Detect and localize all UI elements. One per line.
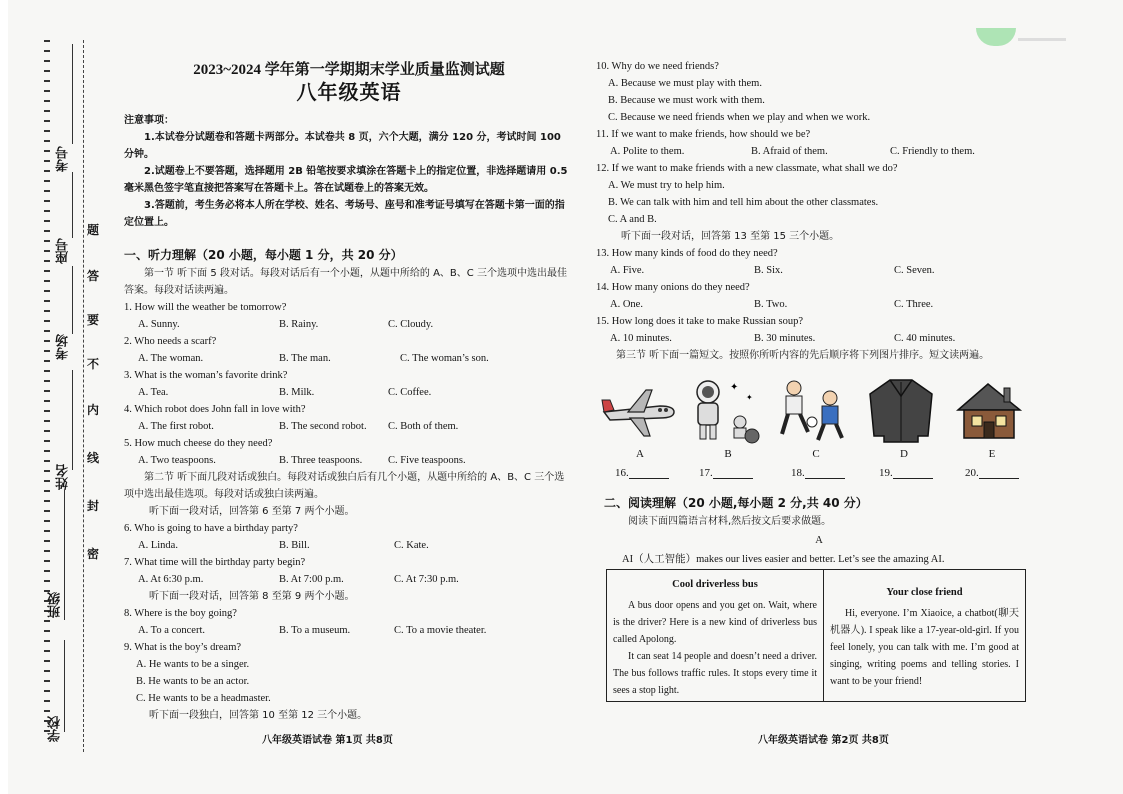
answer-option[interactable]: C. Kate. xyxy=(394,540,429,551)
answer-option[interactable]: B. Because we must work with them. xyxy=(608,95,765,106)
question-stem: 15. How long does it take to make Russian soup? xyxy=(596,316,804,327)
section-2-instructions: 阅读下面四篇语言材料,然后按文后要求做题。 xyxy=(628,516,832,527)
binding-tick-mark xyxy=(44,320,50,322)
binding-tick-mark xyxy=(44,560,50,562)
binding-tick-mark xyxy=(44,330,50,332)
binding-tick-mark xyxy=(44,640,50,642)
binding-tick-mark xyxy=(44,200,50,202)
seal-char: 线 xyxy=(87,451,100,465)
page-2-footer: 八年级英语试卷 第2页 共8页 xyxy=(758,735,889,746)
binding-tick-mark xyxy=(44,110,50,112)
question-stem: 13. How many kinds of food do they need? xyxy=(596,248,778,259)
binding-tick-mark xyxy=(44,130,50,132)
binding-strip xyxy=(44,40,108,752)
notice-item: 3.答题前，考生务必将本人所在学校、姓名、考场号、座号和准考证号填写在答题卡第一面的指定位置上。 xyxy=(124,200,565,228)
notice-heading: 注意事项： xyxy=(124,115,174,126)
answer-option[interactable]: C. He wants to be a headmaster. xyxy=(136,693,271,704)
question-stem: 7. What time will the birthday party begin? xyxy=(124,557,306,568)
passage-label: A xyxy=(815,535,823,546)
binding-tick-mark xyxy=(44,250,50,252)
picture-label: B xyxy=(724,448,732,460)
binding-tick-mark xyxy=(44,150,50,152)
binding-tick-mark xyxy=(44,300,50,302)
binding-tick-mark xyxy=(44,490,50,492)
seal-char: 题 xyxy=(87,223,100,237)
answer-option[interactable]: C. Because we need friends when we play and when we work. xyxy=(608,112,871,123)
seal-char: 内 xyxy=(87,403,100,417)
blank-number: 20. xyxy=(965,467,979,479)
question-stem: 4. Which robot does John fall in love with? xyxy=(124,404,306,415)
ai-info-table xyxy=(606,569,1026,702)
passage-intro: AI（人工智能）makes our lives easier and better. Let’s see the amazing AI. xyxy=(622,554,945,565)
answer-option[interactable]: B. At 7:00 p.m. xyxy=(279,574,344,585)
binding-tick-mark xyxy=(44,650,50,652)
binding-tick-mark xyxy=(44,570,50,572)
binding-tick-mark xyxy=(44,290,50,292)
answer-option[interactable]: A. The woman. xyxy=(138,353,204,364)
answer-option[interactable]: A. At 6:30 p.m. xyxy=(138,574,204,585)
picture-row xyxy=(600,376,1030,466)
answer-option[interactable]: B. The second robot. xyxy=(279,421,367,432)
binding-tick-mark xyxy=(44,100,50,102)
binding-tick-mark xyxy=(44,70,50,72)
answer-option[interactable]: C. At 7:30 p.m. xyxy=(394,574,459,585)
svg-text:✦: ✦ xyxy=(730,382,739,393)
binding-tick-mark xyxy=(44,510,50,512)
exam-room-field-line[interactable] xyxy=(72,266,73,334)
answer-option[interactable]: A. The first robot. xyxy=(138,421,214,432)
answer-option[interactable]: B. Six. xyxy=(754,265,783,276)
name-field-line[interactable] xyxy=(72,370,73,470)
question-stem: 9. What is the boy’s dream? xyxy=(124,642,242,653)
exam-room-field-label: 考场 xyxy=(55,334,70,360)
answer-option[interactable]: C. Friendly to them. xyxy=(890,146,975,157)
answer-option[interactable]: C. Cloudy. xyxy=(388,319,434,330)
class-field-label: 班级 xyxy=(47,592,62,618)
question-stem: 8. Where is the boy going? xyxy=(124,608,237,619)
questions-10-12 xyxy=(596,58,1036,228)
binding-tick-marks xyxy=(44,40,50,752)
answer-option[interactable]: C. 40 minutes. xyxy=(894,333,956,344)
exam-title: 2023~2024 学年第一学期期末学业质量监测试题 xyxy=(193,62,505,78)
answer-option[interactable]: B. Rainy. xyxy=(279,319,319,330)
picture-label: A xyxy=(636,448,644,460)
blank-number: 18. xyxy=(791,467,805,479)
question-stem: 12. If we want to make friends with a new classmate, what shall we do? xyxy=(596,163,898,174)
answer-option[interactable]: A. Sunny. xyxy=(138,319,180,330)
driverless-bus-p2: It can seat 14 people and doesn’t need a driver. The bus follows traffic rules. It stops every time it sees a stop light. xyxy=(613,651,817,696)
binding-tick-mark xyxy=(44,680,50,682)
option-row xyxy=(124,418,574,435)
answer-option[interactable]: A. Tea. xyxy=(138,387,169,398)
sub-instruction-8-9: 听下面一段对话，回答第 8 至第 9 两个小题。 xyxy=(149,591,355,602)
corner-tape xyxy=(1018,38,1066,41)
binding-tick-mark xyxy=(44,700,50,702)
notice-item: 2.试题卷上不要答题，选择题用 2B 铅笔按要求填涂在答题卡上的指定位置，非选择题请用 0.5 毫米黑色签字笔直接把答案写在答题卡上。答在试题卷上的答案无效。 xyxy=(124,166,568,194)
binding-tick-mark xyxy=(44,240,50,242)
answer-option[interactable]: A. 10 minutes. xyxy=(610,333,672,344)
question-stem: 11. If we want to make friends, how should we be? xyxy=(596,129,811,140)
section-2-header xyxy=(604,493,1034,568)
seal-char: 封 xyxy=(87,499,100,513)
question-stem: 5. How much cheese do they need? xyxy=(124,438,273,449)
page-2-column xyxy=(596,58,1036,364)
picture-label: C xyxy=(812,448,820,460)
answer-option[interactable]: C. Five teaspoons. xyxy=(388,455,466,466)
answer-blanks-16-20 xyxy=(615,466,1035,484)
answer-option[interactable]: C. The woman’s son. xyxy=(400,353,489,364)
binding-tick-mark xyxy=(44,260,50,262)
chatbot-title: Your close friend xyxy=(886,587,963,598)
answer-option[interactable]: B. Bill. xyxy=(279,540,310,551)
answer-option[interactable]: C. A and B. xyxy=(608,214,657,225)
questions-8-9 xyxy=(124,605,574,707)
driverless-bus-cell xyxy=(607,570,823,701)
page-1-footer: 八年级英语试卷 第1页 共8页 xyxy=(262,735,393,746)
question-stem: 10. Why do we need friends? xyxy=(596,61,719,72)
binding-tick-mark xyxy=(44,350,50,352)
part-3-instructions: 第三节 听下面一篇短文。按照你所听内容的先后顺序将下列图片排序。短文读两遍。 xyxy=(616,350,990,361)
coat-icon xyxy=(862,376,940,446)
answer-option[interactable]: A. Because we must play with them. xyxy=(608,78,762,89)
sub-instruction-13-15: 听下面一段对话，回答第 13 至第 15 三个小题。 xyxy=(621,231,840,242)
binding-tick-mark xyxy=(44,280,50,282)
option-row xyxy=(124,452,574,469)
school-field-line[interactable] xyxy=(64,640,65,732)
answer-option[interactable]: B. Afraid of them. xyxy=(751,146,828,157)
school-field-label: 学校 xyxy=(47,716,62,742)
binding-tick-mark xyxy=(44,90,50,92)
answer-option[interactable]: C. Seven. xyxy=(894,265,935,276)
answer-option[interactable]: A. Polite to them. xyxy=(610,146,685,157)
seal-char: 要 xyxy=(87,313,100,327)
part-2-instructions: 第二节 听下面几段对话或独白。每段对话或独白后有几个小题，从题中所给的 A、B、C 三个选项中选出最佳选项。每段对话或独白读两遍。 xyxy=(124,472,565,500)
answer-option[interactable]: C. Coffee. xyxy=(388,387,432,398)
seal-char: 答 xyxy=(87,269,100,283)
questions-1-5 xyxy=(124,299,574,469)
picture-label: D xyxy=(900,448,908,460)
answer-option[interactable]: A. One. xyxy=(610,299,643,310)
part-1-instructions: 第一节 听下面 5 段对话。每段对话后有一个小题，从题中所给的 A、B、C 三个选项中选出最佳答案。每段对话读两遍。 xyxy=(124,268,567,296)
binding-tick-mark xyxy=(44,400,50,402)
answer-blank-18[interactable] xyxy=(791,466,845,479)
option-row xyxy=(124,537,574,554)
binding-tick-mark xyxy=(44,390,50,392)
chatbot-cell xyxy=(824,570,1025,701)
option-row xyxy=(124,316,574,333)
binding-tick-mark xyxy=(44,40,50,42)
answer-option[interactable]: C. Both of them. xyxy=(388,421,459,432)
answer-option[interactable]: B. Milk. xyxy=(279,387,315,398)
answer-option[interactable]: C. To a movie theater. xyxy=(394,625,487,636)
house-icon xyxy=(950,376,1028,446)
blank-number: 19. xyxy=(879,467,893,479)
binding-tick-mark xyxy=(44,450,50,452)
picture-label: E xyxy=(988,448,996,460)
driverless-bus-p1: A bus door opens and you get on. Wait, where is the driver? Here is a new kind of driverless bus called Apolong. xyxy=(613,600,817,645)
binding-tick-mark xyxy=(44,660,50,662)
binding-tick-mark xyxy=(44,230,50,232)
questions-13-15 xyxy=(596,245,1036,347)
binding-tick-mark xyxy=(44,550,50,552)
answer-option[interactable]: B. The man. xyxy=(279,353,331,364)
exam-number-field-label: 考号 xyxy=(55,146,70,172)
answer-option[interactable]: A. Linda. xyxy=(138,540,178,551)
binding-tick-mark xyxy=(44,470,50,472)
question-stem: 1. How will the weather be tomorrow? xyxy=(124,302,287,313)
answer-blank-17[interactable] xyxy=(699,466,753,479)
answer-blank-19[interactable] xyxy=(879,466,933,479)
binding-tick-mark xyxy=(44,120,50,122)
binding-tick-mark xyxy=(44,60,50,62)
binding-tick-mark xyxy=(44,180,50,182)
exam-number-field-line[interactable] xyxy=(72,44,73,144)
airplane-icon xyxy=(600,376,678,446)
driverless-bus-title: Cool driverless bus xyxy=(672,579,758,590)
binding-tick-mark xyxy=(44,430,50,432)
option-row xyxy=(596,262,1036,279)
binding-tick-mark xyxy=(44,580,50,582)
answer-option[interactable]: C. Three. xyxy=(894,299,934,310)
question-stem: 2. Who needs a scarf? xyxy=(124,336,217,347)
binding-tick-mark xyxy=(44,50,50,52)
blank-number: 17. xyxy=(699,467,713,479)
binding-tick-mark xyxy=(44,310,50,312)
option-row xyxy=(596,330,1036,347)
page-1-column xyxy=(124,60,574,724)
binding-tick-mark xyxy=(44,540,50,542)
section-1-title: 一、听力理解（20 小题，每小题 1 分，共 20 分） xyxy=(124,248,403,262)
answer-option[interactable]: B. 30 minutes. xyxy=(754,333,816,344)
answer-option[interactable]: A. We must try to help him. xyxy=(608,180,725,191)
answer-option[interactable]: B. He wants to be an actor. xyxy=(136,676,250,687)
answer-option[interactable]: A. He wants to be a singer. xyxy=(136,659,250,670)
binding-tick-mark xyxy=(44,480,50,482)
blank-number: 16. xyxy=(615,467,629,479)
sub-instruction-10-12: 听下面一段独白，回答第 10 至第 12 三个小题。 xyxy=(149,710,368,721)
exam-subject-title: 八年级英语 xyxy=(296,82,402,104)
binding-tick-mark xyxy=(44,500,50,502)
seal-dashed-line xyxy=(83,40,84,752)
name-field-label: 姓名 xyxy=(55,464,70,490)
binding-tick-mark xyxy=(44,460,50,462)
binding-tick-mark xyxy=(44,170,50,172)
option-row xyxy=(124,571,574,588)
binding-tick-mark xyxy=(44,410,50,412)
binding-tick-mark xyxy=(44,690,50,692)
answer-option[interactable]: A. To a concert. xyxy=(138,625,206,636)
binding-tick-mark xyxy=(44,380,50,382)
binding-tick-mark xyxy=(44,420,50,422)
binding-tick-mark xyxy=(44,530,50,532)
binding-tick-mark xyxy=(44,520,50,522)
binding-tick-mark xyxy=(44,270,50,272)
astronaut-icon xyxy=(686,376,764,446)
binding-tick-mark xyxy=(44,620,50,622)
option-row xyxy=(124,384,574,401)
class-field-line[interactable] xyxy=(64,490,65,620)
notice-item: 1.本试卷分试题卷和答题卡两部分。本试卷共 8 页，六个大题，满分 120 分，考试时间 100 分钟。 xyxy=(124,132,561,160)
option-row xyxy=(124,350,574,367)
answer-option[interactable]: B. We can talk with him and tell him about the other classmates. xyxy=(608,197,879,208)
binding-tick-mark xyxy=(44,160,50,162)
answer-option[interactable]: B. Two. xyxy=(754,299,788,310)
option-row xyxy=(596,296,1036,313)
binding-tick-mark xyxy=(44,360,50,362)
chatbot-p1: Hi, everyone. I’m Xiaoice, a chatbot(聊天机器人). I speak like a 17-year-old-girl. If you feel lonely, you can talk with me. I’m good at singing, writing poems and telling stories. I want to be your friend! xyxy=(830,608,1019,687)
binding-tick-mark xyxy=(44,220,50,222)
question-stem: 3. What is the woman’s favorite drink? xyxy=(124,370,288,381)
seal-char: 密 xyxy=(87,547,100,561)
svg-text:✦: ✦ xyxy=(746,393,753,402)
binding-tick-mark xyxy=(44,210,50,212)
option-row xyxy=(124,622,574,639)
questions-6-7 xyxy=(124,520,574,588)
binding-tick-mark xyxy=(44,190,50,192)
answer-option[interactable]: A. Two teaspoons. xyxy=(138,455,216,466)
option-row xyxy=(596,143,1036,160)
answer-blank-16[interactable] xyxy=(615,466,669,479)
question-stem: 6. Who is going to have a birthday party? xyxy=(124,523,298,534)
binding-tick-mark xyxy=(44,710,50,712)
answer-blank-20[interactable] xyxy=(965,466,1019,479)
seat-field-label: 座号 xyxy=(55,238,70,264)
seal-char: 不 xyxy=(87,357,100,371)
binding-tick-mark xyxy=(44,440,50,442)
binding-tick-mark xyxy=(44,670,50,672)
seat-field-line[interactable] xyxy=(72,172,73,238)
answer-option[interactable]: A. Five. xyxy=(610,265,645,276)
question-stem: 14. How many onions do they need? xyxy=(596,282,750,293)
sub-instruction-6-7: 听下面一段对话，回答第 6 至第 7 两个小题。 xyxy=(149,506,355,517)
binding-tick-mark xyxy=(44,340,50,342)
binding-tick-mark xyxy=(44,140,50,142)
binding-tick-mark xyxy=(44,80,50,82)
section-2-title: 二、阅读理解（20 小题,每小题 2 分,共 40 分） xyxy=(604,496,868,510)
binding-tick-mark xyxy=(44,630,50,632)
answer-option[interactable]: B. Three teaspoons. xyxy=(279,455,363,466)
answer-option[interactable]: B. To a museum. xyxy=(279,625,351,636)
binding-tick-mark xyxy=(44,370,50,372)
football-players-icon xyxy=(774,376,852,446)
